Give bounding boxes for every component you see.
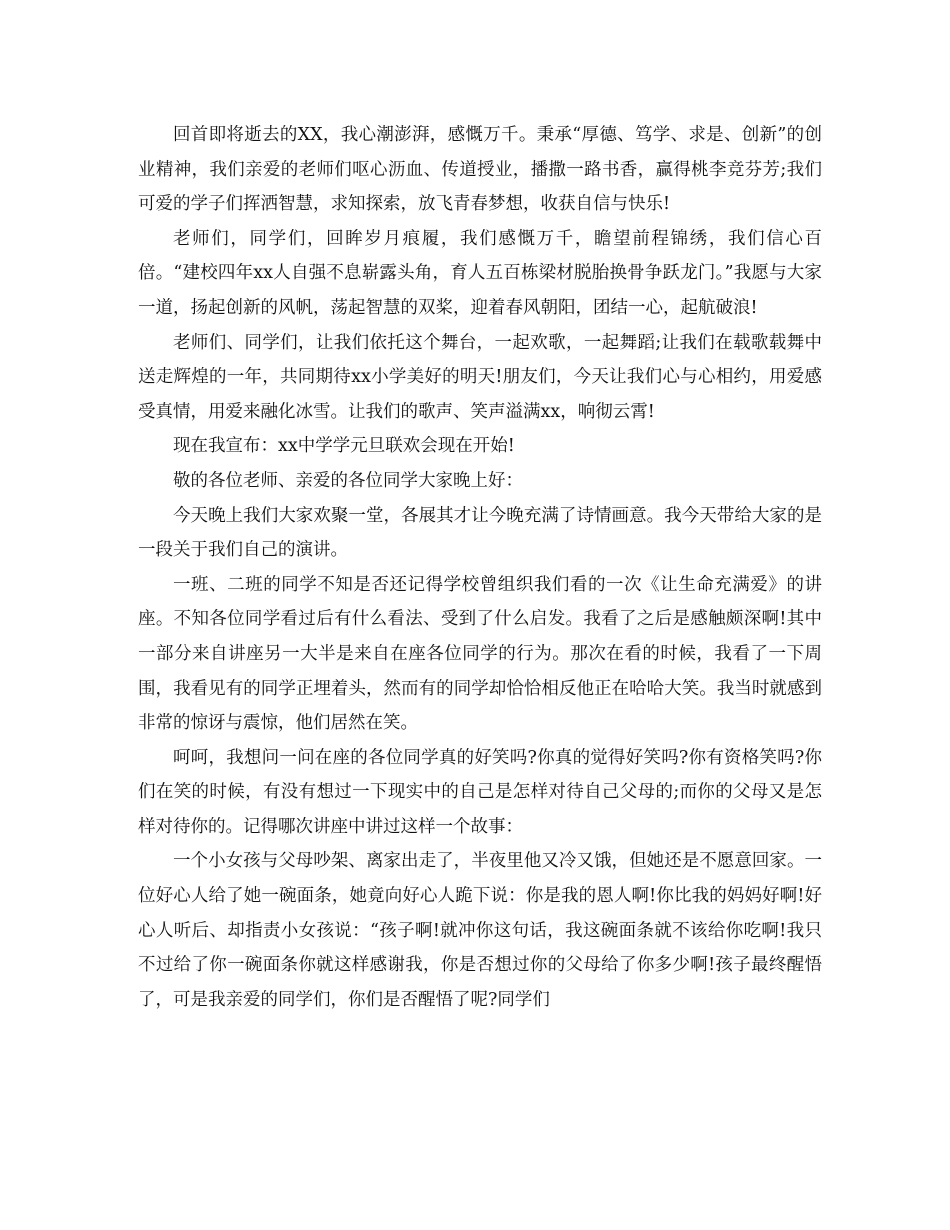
paragraph: 一班、二班的同学不知是否还记得学校曾组织我们看的一次《让生命充满爱》的讲座。不知各位同学看过后有什么看法、受到了什么启发。我看了之后是感触颇深啊!其中一部分来自讲座另一大半是来自在座各位同学的行为。那次在看的时候，我看了一下周围，我看见有的同学正埋着头，然而有的同学却恰恰相反他正在哈哈大笑。我当时就感到非常的惊讶与震惊，他们居然在笑。: [138, 574, 822, 734]
paragraph: 敬的各位老师、亲爱的各位同学大家晚上好：: [173, 470, 523, 491]
paragraph: 呵呵，我想问一问在座的各位同学真的好笑吗?你真的觉得好笑吗?你有资格笑吗?你们在笑的时候，有没有想过一下现实中的自己是怎样对待自己父母的;而你的父母又是怎样对待你的。记得哪次讲座中讲过这样一个故事：: [138, 747, 822, 837]
paragraph: 现在我宣布：xx中学学元旦联欢会现在开始!: [173, 436, 515, 457]
paragraph: 一个小女孩与父母吵架、离家出走了，半夜里他又冷又饿，但她还是不愿意回家。一位好心人给了她一碗面条，她竟向好心人跪下说：你是我的恩人啊!你比我的妈妈好啊!好心人听后、却指责小女孩说：“孩子啊!就冲你这句话，我这碗面条就不该给你吃啊!我只不过给了你一碗面条你就这样感谢我，你是否想过你的父母给了你多少啊!孩子最终醒悟了，可是我亲爱的同学们，你们是否醒悟了呢?同学们: [138, 851, 822, 1010]
paragraph: 今天晚上我们大家欢聚一堂，各展其才让今晚充满了诗情画意。我今天带给大家的是一段关于我们自己的演讲。: [138, 505, 822, 561]
document-body: [138, 118, 822, 1017]
paragraph: 回首即将逝去的XX，我心潮澎湃，感慨万千。秉承“厚德、笃学、求是、创新”的创业精神，我们亲爱的老师们呕心沥血、传道授业，播撒一路书香，赢得桃李竞芬芳;我们可爱的学子们挥洒智慧，求知探索，放飞青春梦想，收获自信与快乐!: [138, 125, 822, 215]
paragraph: 老师们，同学们，回眸岁月痕履，我们感慨万千，瞻望前程锦绣，我们信心百倍。“建校四年xx人自强不息崭露头角，育人五百栋梁材脱胎换骨争跃龙门。”我愿与大家一道，扬起创新的风帆，荡起智慧的双桨，迎着春风朝阳，团结一心，起航破浪!: [138, 228, 822, 318]
paragraph: 老师们、同学们，让我们依托这个舞台，一起欢歌，一起舞蹈;让我们在载歌载舞中送走辉煌的一年，共同期待xx小学美好的明天!朋友们，今天让我们心与心相约，用爱感受真情，用爱来融化冰雪。让我们的歌声、笑声溢满xx，响彻云霄!: [138, 332, 822, 422]
